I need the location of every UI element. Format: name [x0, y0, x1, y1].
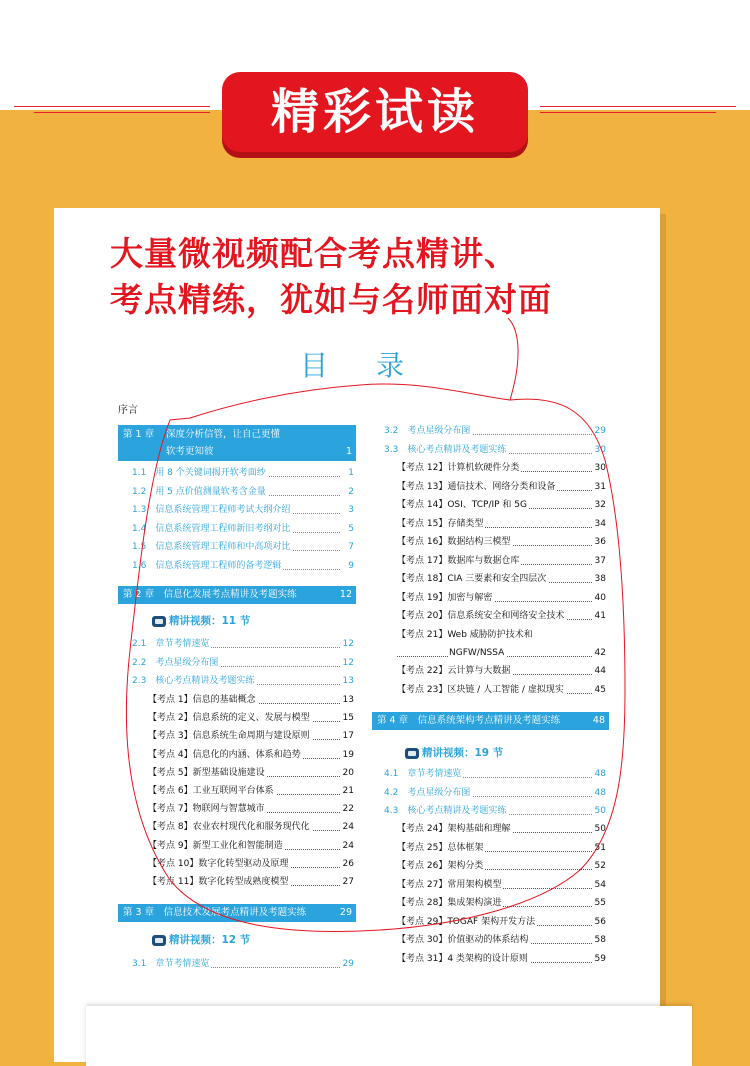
- toc-entry-page: 26: [342, 858, 354, 869]
- toc-entry-label: 【考点 8】农业农村现代化和服务现代化: [148, 822, 310, 833]
- toc-entry-page: 34: [594, 518, 606, 529]
- toc-entry-label: 1.6 信息系统管理工程师的备考逻辑: [132, 561, 282, 571]
- chapter-2-label: 第 2 章 信息化发展考点精讲及考题实练: [123, 589, 297, 600]
- toc-entry-label: 【考点 27】常用架构模型: [397, 879, 502, 890]
- toc-entry-page: 19: [342, 749, 354, 760]
- toc-entry-page: 20: [342, 767, 354, 778]
- toc-entry-page: 30: [594, 444, 606, 455]
- toc-entry-label: 4.2 考点星级分布图: [384, 787, 471, 798]
- toc-entry-page: 12: [342, 639, 354, 649]
- toc-title: 目录: [300, 349, 453, 382]
- toc-entry-label: 4.1 章节考情速览: [384, 769, 462, 779]
- toc-entry-label: 【考点 20】信息系统安全和网络安全技术: [397, 611, 565, 621]
- headline-line-1: 大量微视频配合考点精讲、: [110, 234, 518, 273]
- toc-entry-page: 48: [594, 787, 606, 798]
- toc-entry-label: 2.1 章节考情速览: [132, 639, 210, 649]
- toc-entry-label: NGFW/NSSA: [449, 648, 505, 658]
- toc-entry-page: 15: [342, 713, 354, 724]
- toc-entry-page: 37: [594, 555, 606, 566]
- toc-entry-label: 3.1 章节考情速览: [132, 959, 210, 969]
- toc-entry-label: 【考点 17】数据库与数据仓库: [397, 555, 520, 566]
- toc-entry-label: 【考点 5】新型基础设施建设: [148, 767, 265, 778]
- toc-entry-page: 59: [594, 953, 606, 964]
- toc-entry-page: 12: [342, 657, 354, 668]
- toc-entry-label: 1.5 信息系统管理工程师和中高项对比: [132, 542, 291, 553]
- toc-entry-page: 22: [342, 804, 354, 815]
- toc-entry-label: 【考点 31】4 类架构的设计原则: [397, 953, 528, 964]
- toc-entry-label: 【考点 24】架构基础和理解: [397, 824, 511, 834]
- banner-title: 精彩试读: [270, 84, 479, 140]
- toc-entry-label: 【考点 13】通信技术、网络分类和设备: [397, 481, 556, 492]
- toc-entry-page: 29: [594, 426, 606, 436]
- toc-entry-page: 13: [342, 695, 354, 705]
- toc-entry-label: 3.2 考点星级分布图: [384, 426, 471, 436]
- toc-entry-label: 【考点 25】总体框架: [397, 842, 484, 853]
- toc-entry-page: 50: [594, 824, 606, 834]
- chapter-3-video-label: 精讲视频：12 节: [169, 934, 251, 946]
- toc-entry-page: 36: [594, 537, 606, 547]
- toc-entry-page: 42: [594, 648, 606, 658]
- toc-entry-label: 【考点 14】OSI、TCP/IP 和 5G: [397, 500, 527, 510]
- toc-entry-label: 4.3 核心考点精讲及考题实练: [384, 806, 507, 816]
- toc-entry-label: 【考点 2】信息系统的定义、发展与模型: [148, 713, 310, 724]
- toc-entry-label: 2.2 考点星级分布图: [132, 657, 219, 668]
- toc-entry-page: 38: [594, 574, 606, 584]
- toc-entry-label: 1.1 用 8 个关键词揭开软考面纱: [132, 468, 266, 478]
- toc-entry-page: 56: [594, 916, 606, 927]
- chapter-4-label: 第 4 章 信息系统架构考点精讲及考题实练: [377, 715, 561, 726]
- chapter-1-title-line1: 深度分析信管，让自己更懂: [166, 429, 281, 440]
- toc-entry-page: 29: [342, 959, 354, 969]
- toc-entry-label: 1.4 信息系统管理工程师新旧考纲对比: [132, 523, 291, 534]
- toc-entry-label: 【考点 7】物联网与智慧城市: [148, 804, 265, 815]
- toc-entry-page: 48: [594, 769, 606, 779]
- toc-entry-page: 17: [342, 731, 354, 742]
- chapter-3-label: 第 3 章 信息技术发展考点精讲及考题实练: [123, 907, 307, 918]
- toc-entry-label: 【考点 3】信息系统生命周期与建设原则: [148, 731, 310, 742]
- toc-entry-page: 51: [594, 842, 606, 853]
- toc-entry-page: 7: [348, 542, 354, 553]
- chapter-4-video-label: 精讲视频：19 节: [422, 747, 504, 759]
- toc-entry-page: 52: [594, 861, 606, 871]
- toc-entry-label: 3.3 核心考点精讲及考题实练: [384, 444, 507, 455]
- toc-entry-label: 【考点 30】价值驱动的体系结构: [397, 935, 529, 945]
- toc-entry-page: 21: [342, 786, 354, 796]
- headline-line-2: 考点精练，犹如与名师面对面: [110, 280, 552, 319]
- toc-entry-page: 1: [348, 468, 354, 478]
- toc-entry-label: 1.2 用 5 点价值测量软考含金量: [132, 486, 266, 497]
- toc-entry-page: 24: [342, 840, 354, 851]
- toc-entry-page: 41: [594, 611, 606, 621]
- toc-entry-label: 【考点 29】TOGAF 架构开发方法: [397, 916, 536, 927]
- toc-entry-page: 32: [594, 500, 606, 510]
- chapter-2-page: 12: [339, 589, 352, 600]
- toc-entry-page: 2: [348, 486, 354, 497]
- toc-entry-label: 【考点 4】信息化的内涵、体系和趋势: [148, 749, 301, 760]
- chapter-1-title-line2: 软考更知彼: [166, 446, 214, 457]
- toc-entry-label: 【考点 16】数据结构三模型: [397, 537, 511, 547]
- toc-entry-label: 【考点 6】工业互联网平台体系: [148, 786, 274, 796]
- toc-entry-page: 45: [594, 684, 606, 695]
- toc-entry-label: 【考点 9】新型工业化和智能制造: [148, 840, 283, 851]
- toc-entry-page: 58: [594, 935, 606, 945]
- toc-entry-page: 9: [348, 561, 354, 571]
- toc-entry-label: 【考点 15】存储类型: [397, 518, 484, 529]
- preface: 序言: [118, 405, 138, 416]
- toc-entry-label: 【考点 12】计算机软硬件分类: [397, 463, 520, 473]
- chapter-1-label: 第 1 章: [123, 429, 155, 440]
- toc-entry-page: 44: [594, 666, 606, 676]
- toc-entry-page: 24: [342, 822, 354, 833]
- toc-entry-label: 1.3 信息系统管理工程师考试大纲介绍: [132, 505, 291, 516]
- pen-stroke: [126, 318, 625, 932]
- toc-entry-label: 【考点 19】加密与解密: [397, 592, 493, 603]
- toc-entry-label: 【考点 10】数字化转型驱动及原理: [148, 858, 289, 869]
- toc-entry-label: 【考点 11】数字化转型成熟度模型: [148, 877, 289, 887]
- toc-entry-label: 【考点 1】信息的基础概念: [148, 695, 256, 705]
- toc-entry-label: 【考点 26】架构分类: [397, 861, 484, 871]
- toc-entry-label: 【考点 18】CIA 三要素和安全四层次: [397, 574, 547, 584]
- toc-entry-label: 2.3 核心考点精讲及考题实练: [132, 676, 255, 686]
- toc-entry-page: 31: [594, 481, 606, 492]
- chapter-4-page: 48: [592, 715, 605, 726]
- toc-entry-page: 54: [594, 879, 606, 890]
- toc-entry-label: 【考点 28】集成架构演进: [397, 898, 502, 908]
- toc-entry-page: 55: [594, 898, 606, 908]
- toc-entry-page: 27: [342, 877, 354, 887]
- toc-entry-page: 5: [348, 523, 354, 534]
- chapter-1-page: 1: [345, 446, 352, 457]
- toc-entry-page: 40: [594, 592, 606, 603]
- toc-entry-label: 【考点 21】Web 威胁防护技术和: [397, 630, 533, 640]
- toc-entry-page: 50: [594, 806, 606, 816]
- chapter-3-page: 29: [339, 907, 352, 918]
- toc-entry-label: 【考点 23】区块链 / 人工智能 / 虚拟现实: [397, 684, 564, 695]
- chapter-2-video-label: 精讲视频：11 节: [169, 615, 251, 627]
- toc-entry-page: 30: [594, 463, 606, 473]
- toc-entry-label: 【考点 22】云计算与大数据: [397, 666, 511, 676]
- toc-entry-page: 3: [348, 505, 354, 516]
- toc-entry-page: 13: [342, 676, 354, 686]
